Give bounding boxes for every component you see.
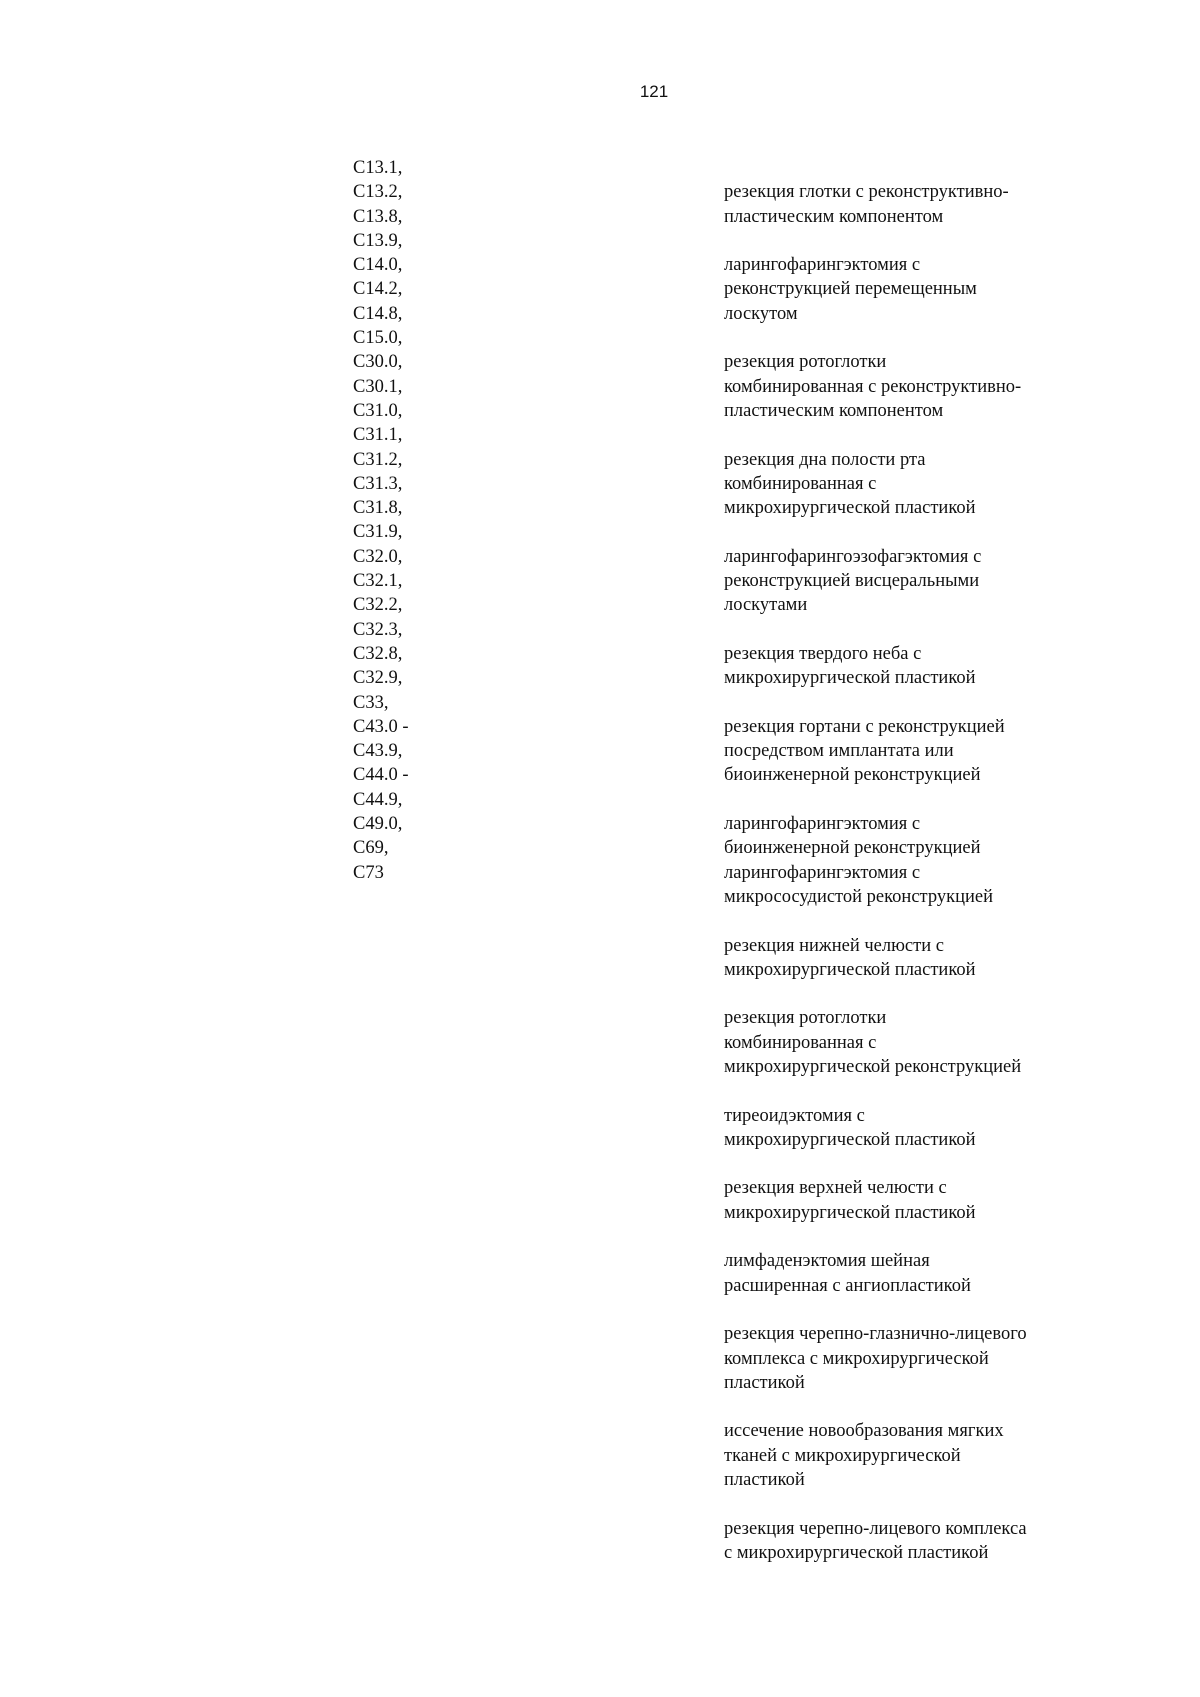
procedures-column: [724, 180, 1144, 1589]
procedure-text-line: пластикой: [724, 1470, 805, 1491]
procedure-entry: [724, 1249, 1144, 1298]
procedure-text-line: иссечение новообразования мягких: [724, 1421, 1004, 1442]
diagnosis-code: C33,: [353, 692, 389, 713]
procedure-entry: [724, 180, 1144, 229]
procedure-text-line: микрохирургической пластикой: [724, 498, 976, 519]
procedure-text-line: ларингофарингэктомия с: [724, 814, 921, 835]
procedure-text-line: ларингофарингэктомия с: [724, 255, 921, 276]
procedure-text-line: резекция черепно-глазнично-лицевого: [724, 1324, 1027, 1345]
diagnosis-code: C13.9,: [353, 230, 403, 251]
procedure-text-line: тиреоидэктомия с: [724, 1105, 865, 1126]
procedure-text-line: микрохирургической пластикой: [724, 668, 976, 689]
procedure-text-line: лоскутами: [724, 595, 808, 616]
procedure-entry: [724, 1176, 1144, 1225]
diagnosis-codes-column: [353, 156, 409, 885]
diagnosis-code: C30.1,: [353, 376, 403, 397]
procedure-text-line: комбинированная с: [724, 473, 877, 494]
procedure-text-line: биоинженерной реконструкцией: [724, 838, 981, 859]
diagnosis-code: C13.2,: [353, 182, 403, 203]
procedure-text-line: резекция гортани с реконструкцией: [724, 716, 1005, 737]
diagnosis-code: C32.8,: [353, 643, 403, 664]
diagnosis-code: C32.2,: [353, 595, 403, 616]
diagnosis-code: C32.0,: [353, 546, 403, 567]
procedure-text-line: реконструкцией перемещенным: [724, 279, 977, 300]
page-number: 121: [639, 82, 669, 101]
procedure-entry: [724, 642, 1144, 691]
procedure-entry: [724, 715, 1144, 788]
procedure-text-line: резекция ротоглотки: [724, 352, 887, 373]
diagnosis-code: C31.3,: [353, 473, 403, 494]
procedure-text-line: резекция глотки с реконструктивно-: [724, 182, 1009, 203]
procedure-text-line: посредством имплантата или: [724, 741, 954, 762]
procedure-text-line: резекция верхней челюсти с: [724, 1178, 947, 1199]
procedure-text-line: резекция ротоглотки: [724, 1008, 887, 1029]
diagnosis-code: C13.1,: [353, 158, 403, 178]
procedure-text-line: микрохирургической пластикой: [724, 1202, 976, 1223]
procedure-entry: [724, 934, 1144, 983]
procedure-text-line: резекция черепно-лицевого комплекса: [724, 1518, 1027, 1539]
procedure-entry: [724, 1006, 1144, 1079]
procedure-text-line: реконструкцией висцеральными: [724, 571, 980, 592]
diagnosis-code: C14.8,: [353, 303, 403, 324]
diagnosis-code: C32.9,: [353, 668, 403, 689]
procedure-text-line: пластическим компонентом: [724, 206, 944, 227]
procedure-text-line: микрохирургической пластикой: [724, 959, 976, 980]
diagnosis-code: C43.0 -: [353, 716, 409, 737]
procedure-text-line: ларингофарингэктомия с: [724, 862, 921, 883]
procedure-text-line: микрохирургической реконструкцией: [724, 1056, 1022, 1077]
procedure-text-line: комплекса с микрохирургической: [724, 1348, 989, 1369]
diagnosis-code: C31.1,: [353, 425, 403, 446]
procedure-text-line: тканей с микрохирургической: [724, 1445, 961, 1466]
procedure-text-line: лимфаденэктомия шейная: [724, 1251, 930, 1272]
procedure-text-line: расширенная с ангиопластикой: [724, 1275, 971, 1296]
diagnosis-code: C32.1,: [353, 571, 403, 592]
diagnosis-code: C14.2,: [353, 279, 403, 300]
procedure-text-line: резекция нижней челюсти с: [724, 935, 944, 956]
diagnosis-code: C32.3,: [353, 619, 403, 640]
procedure-text-line: пластическим компонентом: [724, 400, 944, 421]
procedure-text-line: ларингофарингоэзофагэктомия с: [724, 546, 982, 567]
procedure-entry: [724, 812, 1144, 909]
diagnosis-code: C31.2,: [353, 449, 403, 470]
diagnosis-code: C15.0,: [353, 328, 403, 349]
procedure-entry: [724, 545, 1144, 618]
diagnosis-code: C44.9,: [353, 789, 403, 810]
procedure-entry: [724, 1104, 1144, 1153]
procedure-entry: [724, 350, 1144, 423]
diagnosis-code: C49.0,: [353, 814, 403, 835]
diagnosis-code: C43.9,: [353, 741, 403, 762]
diagnosis-code: C73: [353, 862, 384, 883]
procedure-text-line: комбинированная с реконструктивно-: [724, 376, 1022, 397]
diagnosis-code: C69,: [353, 838, 389, 859]
procedure-text-line: биоинженерной реконструкцией: [724, 765, 981, 786]
procedure-entry: [724, 1322, 1144, 1395]
diagnosis-code: C31.8,: [353, 498, 403, 519]
diagnosis-code: C13.8,: [353, 206, 403, 227]
diagnosis-code: C14.0,: [353, 255, 403, 276]
diagnosis-code: C31.9,: [353, 522, 403, 543]
procedure-entry: [724, 1419, 1144, 1492]
procedure-entry: [724, 253, 1144, 326]
procedure-text-line: резекция дна полости рта: [724, 449, 926, 470]
procedure-text-line: микрососудистой реконструкцией: [724, 886, 994, 907]
procedure-text-line: пластикой: [724, 1372, 805, 1393]
procedure-text-line: комбинированная с: [724, 1032, 877, 1053]
diagnosis-code: C31.0,: [353, 400, 403, 421]
diagnosis-code: C44.0 -: [353, 765, 409, 786]
procedure-text-line: лоскутом: [724, 303, 798, 324]
procedure-entry: [724, 1517, 1144, 1566]
procedure-entry: [724, 448, 1144, 521]
procedure-text-line: с микрохирургической пластикой: [724, 1542, 989, 1563]
procedure-text-line: резекция твердого неба с: [724, 643, 922, 664]
diagnosis-code: C30.0,: [353, 352, 403, 373]
procedure-text-line: микрохирургической пластикой: [724, 1129, 976, 1150]
